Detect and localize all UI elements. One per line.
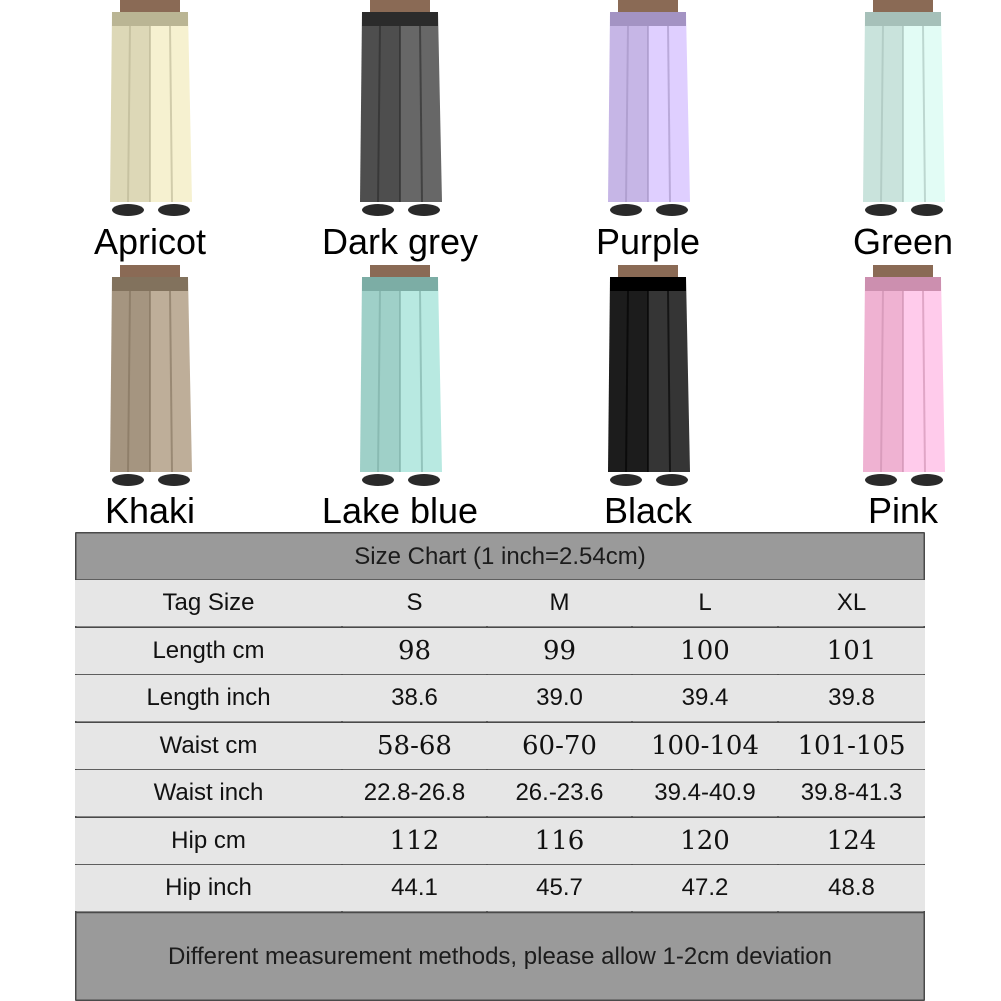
size-chart-header-row: [75, 580, 925, 626]
color-label: Purple: [595, 221, 701, 262]
product-photo: [803, 0, 1001, 220]
size-chart-cell: 38.6: [391, 684, 438, 711]
size-chart-cell: 60-70: [522, 730, 597, 761]
size-chart-row: [75, 675, 925, 721]
size-chart-cell: 44.1: [391, 874, 438, 901]
color-label: Khaki: [104, 490, 196, 531]
color-label: Apricot: [93, 221, 207, 262]
size-chart-row-label: Waist inch: [153, 779, 264, 806]
size-chart-row-label: Waist cm: [159, 731, 258, 759]
color-label: Green: [852, 221, 954, 262]
size-chart-cell: 48.8: [828, 874, 875, 901]
size-chart-cell: 100: [680, 635, 730, 666]
size-chart-cell: 45.7: [536, 874, 583, 901]
size-chart-header-cell: Tag Size: [162, 589, 255, 616]
size-chart-cell: 98: [397, 635, 432, 666]
product-photo: [300, 265, 500, 490]
size-chart-cell: 39.0: [536, 684, 583, 711]
size-chart-cell: 39.8-41.3: [800, 779, 903, 806]
size-chart-cell: 101: [826, 635, 877, 666]
size-chart-cell: 39.8: [828, 684, 875, 711]
size-chart-header-cell: S: [406, 589, 423, 616]
size-chart-row: [75, 723, 925, 769]
size-chart-cell: 47.2: [681, 874, 729, 901]
size-chart-title: Size Chart (1 inch=2.54cm): [354, 543, 646, 570]
product-photo: [50, 265, 250, 490]
size-chart-row-label: Length cm: [152, 636, 265, 664]
color-label: Black: [603, 490, 693, 531]
size-chart-row-label: Hip inch: [165, 874, 252, 901]
color-label: Pink: [867, 490, 939, 531]
product-photo: [300, 0, 500, 220]
size-chart-row-label: Length inch: [146, 684, 271, 711]
size-chart-header-cell: XL: [836, 589, 867, 616]
size-chart-cell: 58-68: [377, 730, 452, 761]
size-chart-cell: 116: [534, 825, 585, 856]
size-chart: [75, 532, 925, 1001]
size-chart-cell: 101-105: [797, 730, 906, 761]
size-chart-cell: 124: [826, 825, 877, 856]
size-chart-row: [75, 865, 925, 911]
color-label: Lake blue: [321, 490, 479, 531]
product-photo: [548, 0, 748, 220]
size-chart-cell: 99: [542, 635, 577, 666]
size-chart-cell: 26.-23.6: [515, 779, 604, 806]
size-chart-cell: 22.8-26.8: [363, 779, 466, 806]
size-chart-header-cell: L: [698, 589, 712, 616]
size-chart-row-label: Hip cm: [171, 826, 246, 854]
size-chart-cell: 112: [389, 825, 440, 856]
color-label: Dark grey: [321, 221, 479, 262]
size-chart-row: [75, 818, 925, 864]
size-chart-row: [75, 770, 925, 816]
size-chart-note: Different measurement methods, please allow 1-2cm deviation: [168, 943, 832, 970]
size-chart-header-cell: M: [549, 589, 570, 616]
product-photo: [803, 265, 1001, 490]
size-chart-row: [75, 628, 925, 674]
product-photo: [548, 265, 748, 490]
size-chart-cell: 39.4: [681, 684, 729, 711]
size-chart-cell: 100-104: [650, 730, 760, 761]
product-photo: [50, 0, 250, 220]
size-chart-cell: 39.4-40.9: [654, 779, 756, 806]
size-chart-cell: 120: [680, 825, 730, 856]
